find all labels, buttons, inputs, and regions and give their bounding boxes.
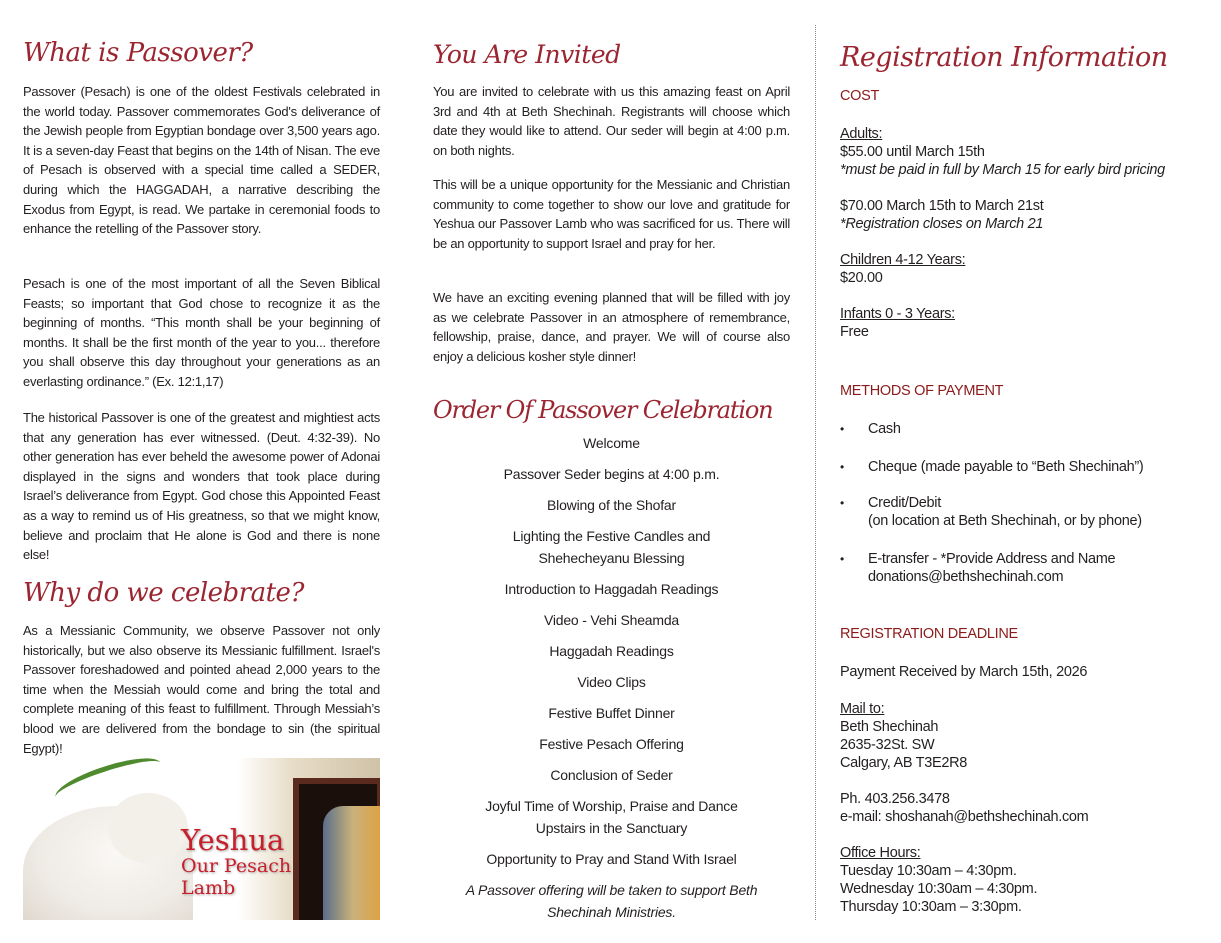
payment-methods-heading: METHODS OF PAYMENT (840, 383, 1004, 399)
order-item: Video - Vehi Sheamda (543, 612, 680, 628)
payment-label: • E-transfer - *Provide Address and Name (868, 551, 1116, 567)
address-line: Calgary, AB T3E2R8 (840, 755, 968, 771)
office-hours-label: Office Hours: (840, 845, 921, 861)
children-price: $20.00 (840, 270, 883, 286)
heading-order-of-celebration: Order Of Passover Celebration (433, 396, 773, 424)
order-item: Joyful Time of Worship, Praise and Dance Upstairs in the Sanctuary (485, 798, 738, 836)
order-item: Haggadah Readings (549, 643, 674, 659)
banner-title (181, 823, 292, 899)
banner-line: Our Pesach (181, 855, 292, 877)
order-item: Blowing of the Shofar (547, 497, 676, 513)
children-label: Children 4-12 Years: (840, 252, 966, 268)
order-item: Opportunity to Pray and Stand With Israel (486, 851, 737, 867)
payment-item (840, 458, 1200, 476)
lamb-head (108, 793, 188, 863)
panel-divider (815, 25, 816, 920)
adults-price: $55.00 until March 15th (840, 144, 985, 160)
address-line: Beth Shechinah (840, 719, 939, 735)
cost-heading: COST (840, 88, 880, 104)
adults-note: *must be paid in full by March 15 for early bird pricing (840, 162, 1165, 178)
hours-line: Thursday 10:30am – 3:30pm. (840, 899, 1022, 915)
hours-line: Tuesday 10:30am – 4:30pm. (840, 863, 1017, 879)
heading-registration-information: Registration Information (840, 42, 1168, 73)
phone: Ph. 403.256.3478 (840, 791, 950, 807)
payment-detail: (on location at Beth Shechinah, or by phone) (868, 513, 1142, 529)
payment-item (840, 494, 1200, 530)
paragraph: Passover (Pesach) is one of the oldest Festivals celebrated in the world today. Passover commemorates God's deliverance of the Jewish people from Egyptian bondage over 3,500 years ago. It is a seven-day Feast that begins on the 14th of Nisan. The eve of Pesach is observed with a special time called a SEDER, during which the HAGGADAH, a narrative describing the Exodus from Egypt, is read. We partake in ceremonial foods to enhance the retelling of the Passover story. (23, 84, 380, 237)
offering-note: A Passover offering will be taken to support Beth Shechinah Ministries. (465, 882, 758, 920)
mail-label: Mail to: (840, 701, 885, 717)
paragraph: Pesach is one of the most important of all the Seven Biblical Feasts; so important that God chose to recognize it as the beginning of months. “This month shall be your beginning of months. It shall be the first month of the year to you... therefore you shall observe this day throughout your generations as an everlasting ordinance.” (Ex. 12:1,17) (23, 276, 380, 389)
payment-label: Cheque (made payable to “Beth Shechinah”) (868, 459, 1144, 475)
deadline-date: March 15th, 2026 (979, 664, 1088, 680)
address-line: 2635-32St. SW (840, 737, 935, 753)
order-item: Festive Buffet Dinner (548, 705, 675, 721)
email: e-mail: shoshanah@bethshechinah.com (840, 809, 1089, 825)
adults-late-price: $70.00 March 15th to March 21st (840, 198, 1044, 214)
infants-label: Infants 0 - 3 Years: (840, 306, 955, 322)
adults-late-note: *Registration closes on March 21 (840, 216, 1044, 232)
deadline-label: Payment Received by (840, 664, 980, 680)
payment-label: Cash (868, 421, 901, 437)
order-item: Passover Seder begins at 4:00 p.m. (503, 466, 720, 482)
payment-email: donations@bethshechinah.com (868, 569, 1064, 585)
paragraph: The historical Passover is one of the greatest and mightiest acts that any generation has ever witnessed. (Deut. 4:32-39). No other generation has ever beheld the awesome power of Adonai displayed in the signs and wonders that took place during Israel’s deliverance from Egypt. God chose this Appointed Feast as a way to remind us of His greatness, so that we might know, believe and proclaim that He alone is God and there is none else! (23, 410, 380, 563)
deadline-heading: REGISTRATION DEADLINE (840, 626, 1018, 642)
order-item: Introduction to Haggadah Readings (504, 581, 719, 597)
heading-what-is-passover: What is Passover? (23, 38, 253, 68)
adults-label: Adults: (840, 126, 883, 142)
lamb-banner-image (23, 758, 380, 920)
heading-why-celebrate: Why do we celebrate? (23, 578, 304, 608)
payment-item (840, 420, 1200, 438)
paragraph: You are invited to celebrate with us this amazing feast on April 3rd and 4th at Beth Shechinah. Registrants will choose which date they would like to attend. Our seder will begin at 4:00 p.m. on both nights. (433, 84, 790, 158)
deadline-text (840, 663, 1200, 681)
heading-you-are-invited: You Are Invited (433, 40, 621, 69)
paragraph: We have an exciting evening planned that will be filled with joy as we celebrate Passover in an atmosphere of remembrance, fellowship, praise, dance, and prayer. We will of course also enjoy a delicious kosher style dinner! (433, 290, 790, 364)
banner-line: Lamb (181, 877, 236, 899)
order-item: Welcome (583, 435, 640, 451)
hours-line: Wednesday 10:30am – 4:30pm. (840, 881, 1038, 897)
banner-line: Yeshua (181, 823, 285, 857)
order-item: Conclusion of Seder (550, 767, 673, 783)
paragraph: As a Messianic Community, we observe Passover not only historically, but we also observe its Messianic fulfillment. Israel's Passover foreshadowed and pointed ahead 2,000 years to the time when the Messiah would come and bring the total and complete meaning of this feast to fulfillment. Through Messiah’s blood we are delivered from the bondage to sin (the spiritual Egypt)! (23, 623, 380, 756)
order-item: Lighting the Festive Candles and Shehecheyanu Blessing (512, 528, 711, 566)
person-illustration (323, 806, 380, 920)
payment-label: • Credit/Debit (868, 495, 941, 511)
paragraph: This will be a unique opportunity for the Messianic and Christian community to come together to show our love and gratitude for Yeshua our Passover Lamb who was sacrificed for us. There will be an opportunity to support Israel and pray for her. (433, 177, 790, 251)
order-item: Video Clips (577, 674, 646, 690)
payment-item (840, 550, 1200, 586)
infants-price: Free (840, 324, 869, 340)
order-item: Festive Pesach Offering (539, 736, 684, 752)
